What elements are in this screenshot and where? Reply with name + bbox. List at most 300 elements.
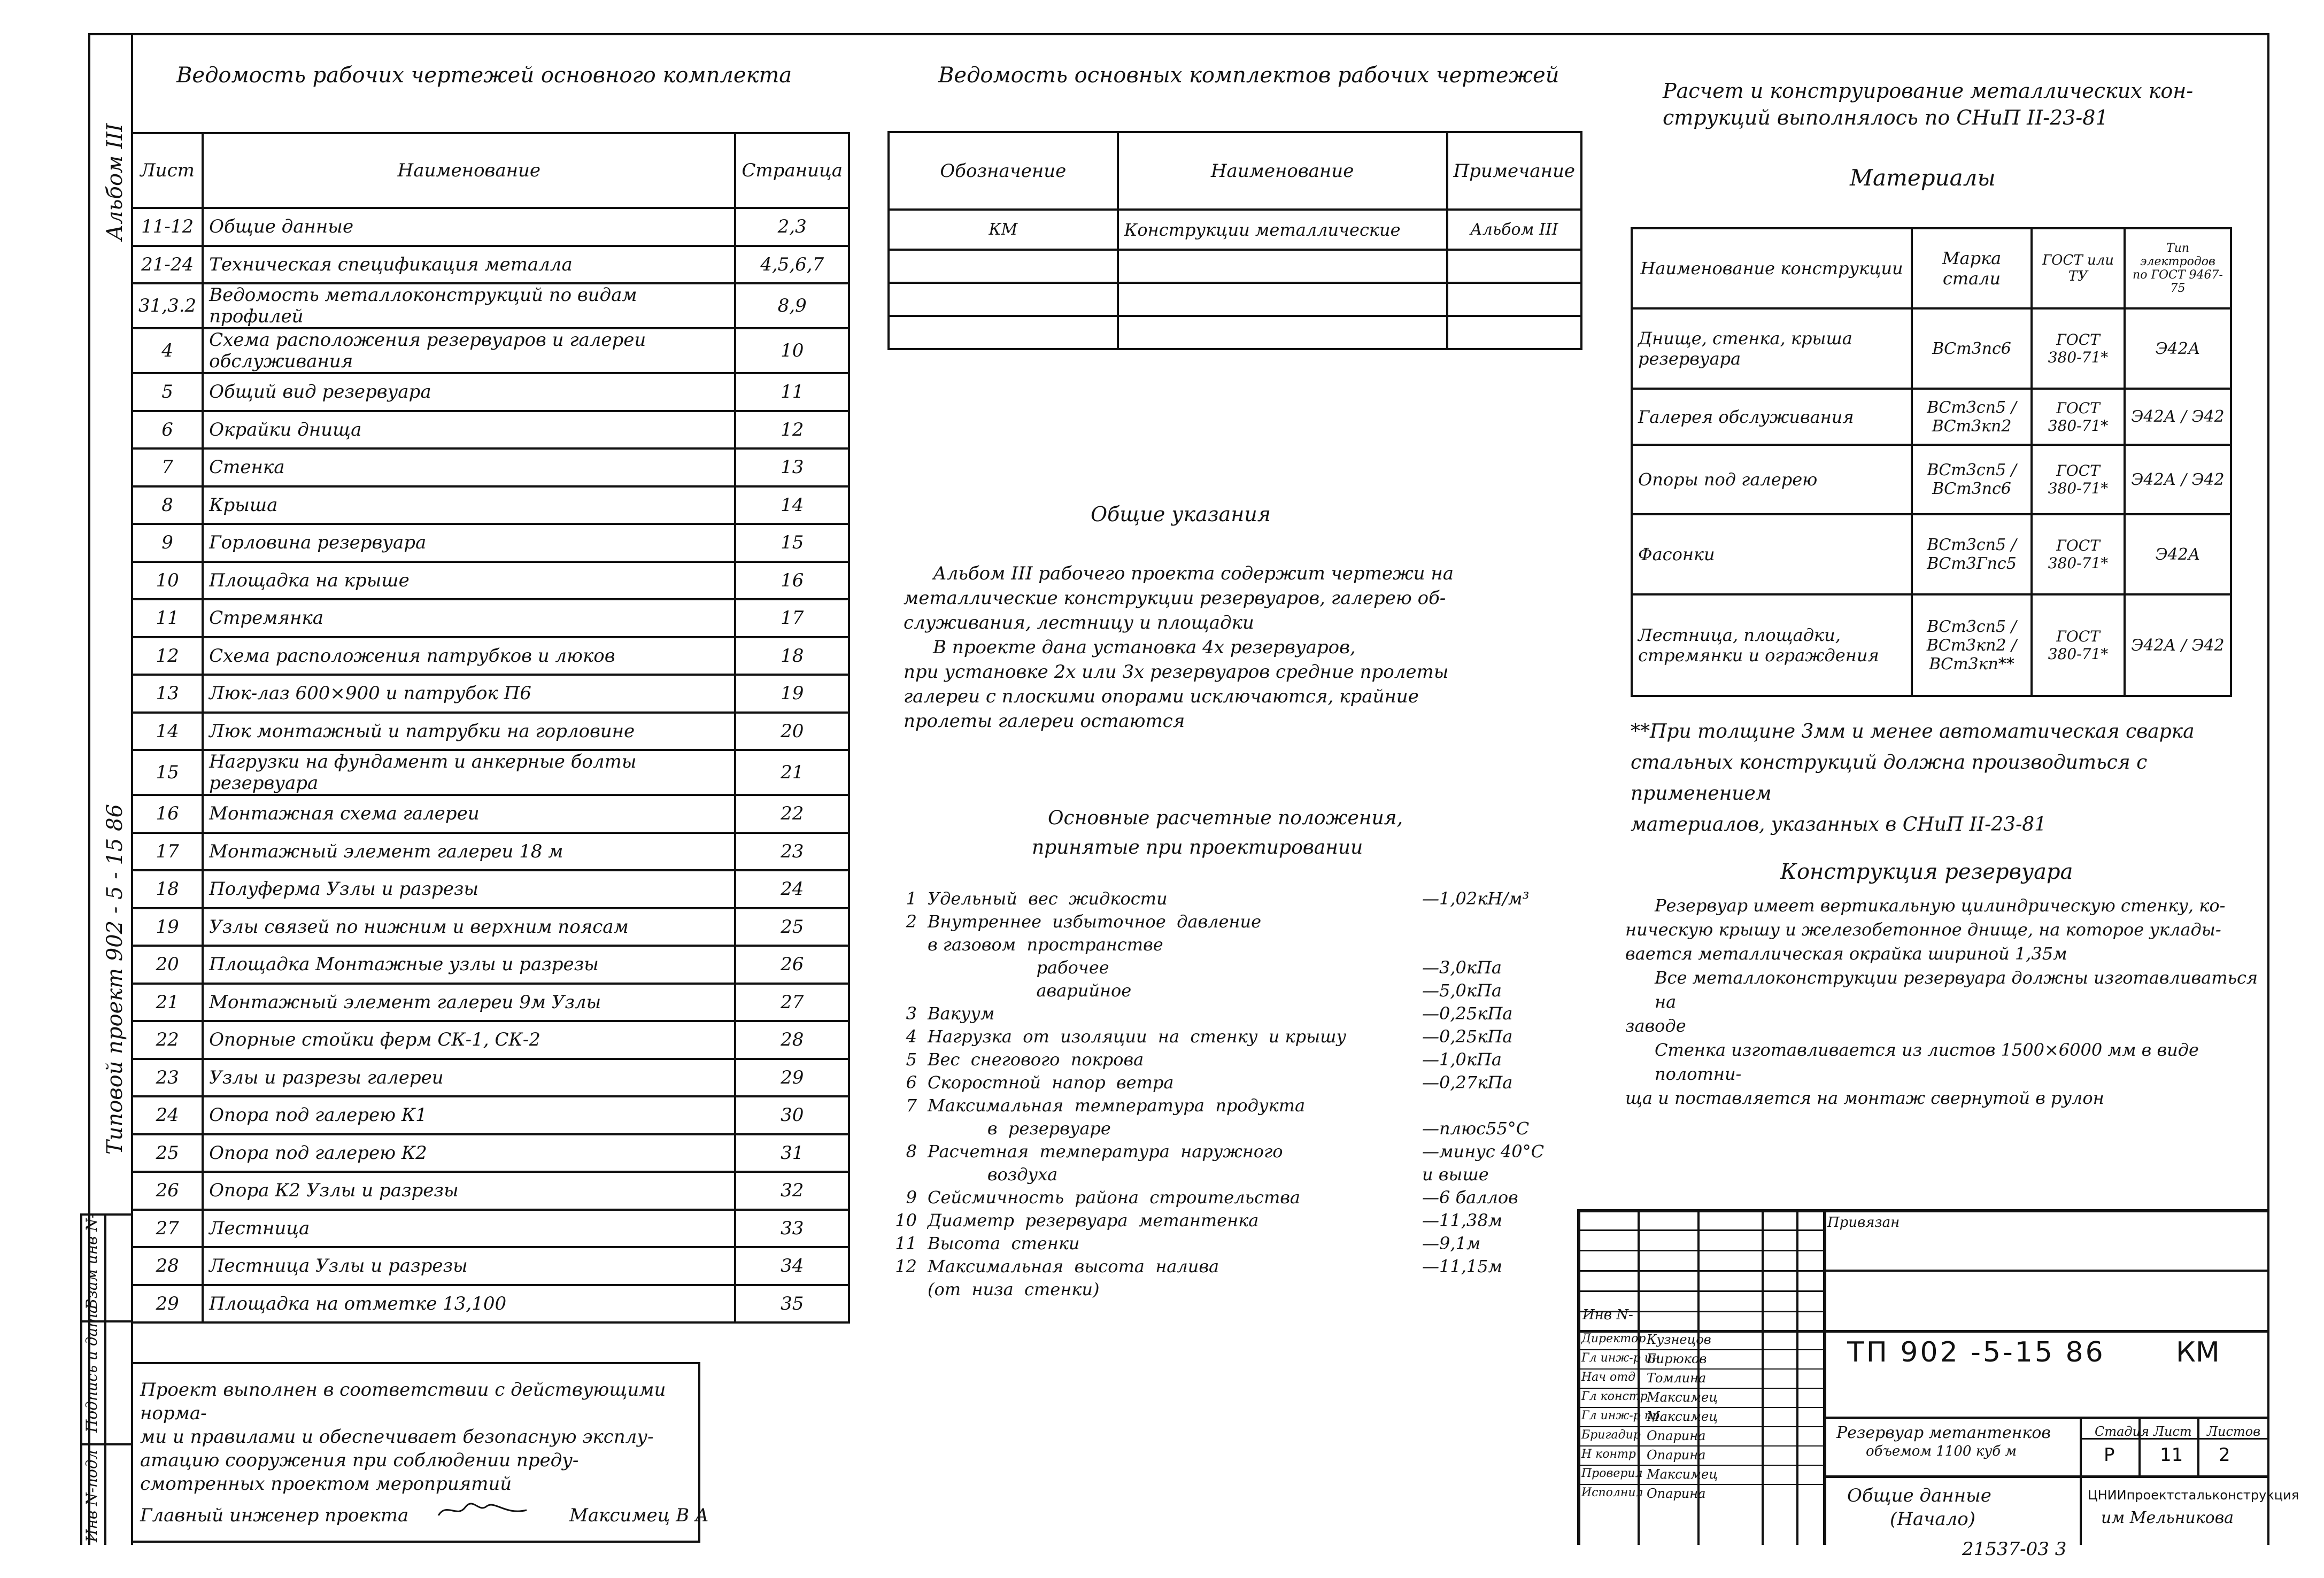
- row-page: 22: [735, 795, 849, 833]
- row-page: 4,5,6,7: [735, 246, 849, 284]
- row-name: Люк-лаз 600×900 и патрубок П6: [203, 675, 735, 713]
- tb-sheet-header: Лист: [2153, 1424, 2192, 1439]
- table-row: [132, 486, 849, 524]
- table-row: [132, 208, 849, 246]
- compliance-line: Проект выполнен в соответствии с действующими норма-: [140, 1379, 666, 1424]
- tb-rule: [1823, 1417, 2269, 1419]
- compliance-text: [140, 1378, 696, 1496]
- tb-rule: [2197, 1417, 2199, 1475]
- design-item-text: Удельный вес жидкости: [928, 888, 1168, 909]
- tb-staff-name: Максимец: [1647, 1467, 1718, 1482]
- tb-attached: Привязан: [1827, 1215, 1900, 1231]
- signature-mark: [436, 1497, 532, 1526]
- row-sheet: 22: [132, 1021, 203, 1059]
- design-item-text: Сейсмичность района строительства: [928, 1187, 1300, 1208]
- design-item-value: —1,0кПа: [1422, 1049, 1502, 1070]
- table-row: [889, 316, 1581, 349]
- design-item-number: [887, 1278, 917, 1301]
- tb-staff-role: Н контр: [1581, 1448, 1636, 1461]
- col-steel: Марка стали: [1912, 228, 2032, 308]
- row-sheet: 23: [132, 1059, 203, 1097]
- general-notes-line: пролеты галереи остаются: [904, 710, 1185, 732]
- design-item-number: 4: [906, 1026, 917, 1047]
- tb-inv: Инв N-: [1582, 1307, 1633, 1323]
- row-name: Техническая спецификация металла: [203, 246, 735, 284]
- row-name: Люк монтажный и патрубки на горловине: [203, 713, 735, 751]
- tb-staff-role: Директор: [1581, 1332, 1646, 1345]
- col-sheet: Лист: [132, 133, 203, 208]
- design-item: [887, 1278, 1545, 1301]
- design-item-number: [887, 979, 917, 1002]
- row-designation: [889, 250, 1118, 283]
- table-row: [889, 250, 1581, 283]
- row-steel: ВСт3сп5 / ВСт3кп2: [1912, 389, 2032, 445]
- tb-staff-name: Опарина: [1647, 1486, 1706, 1501]
- table-row: [132, 637, 849, 675]
- row-page: 23: [735, 833, 849, 871]
- design-item-number: 9: [906, 1187, 917, 1208]
- row-set-name: Конструкции металлические: [1118, 210, 1447, 250]
- table-row: [132, 246, 849, 284]
- tb-staff-row: [1577, 1368, 1823, 1389]
- design-item-text: Высота стенки: [928, 1233, 1080, 1254]
- tb-staff-role: Гл констр: [1581, 1390, 1648, 1403]
- row-designation: [889, 283, 1118, 316]
- design-item-value: —0,25кПа: [1422, 1026, 1513, 1047]
- row-page: 33: [735, 1210, 849, 1248]
- design-item-number: [887, 933, 917, 956]
- design-item-number: 1: [906, 888, 917, 909]
- design-item-text: в резервуаре: [928, 1118, 1111, 1139]
- row-name: Нагрузки на фундамент и анкерные болты резервуара: [203, 750, 735, 795]
- design-provisions-list: [887, 887, 1545, 1301]
- tb-staff-name: Кузнецов: [1647, 1332, 1711, 1347]
- tb-rule: [1577, 1290, 1823, 1292]
- tb-rule: [1577, 1229, 1823, 1231]
- design-item-text: аварийное: [928, 980, 1132, 1001]
- table-row: [132, 1021, 849, 1059]
- row-page: 11: [735, 373, 849, 411]
- row-name: Узлы и разрезы галереи: [203, 1059, 735, 1097]
- design-item-text: Вес снегового покрова: [928, 1049, 1144, 1070]
- tb-mark: КМ: [2176, 1336, 2220, 1368]
- tank-text-line: вается металлическая окрайка шириной 1,35м: [1625, 943, 2067, 964]
- row-name: Площадка на отметке 13,100: [203, 1285, 735, 1323]
- drawings-list-title: Ведомость рабочих чертежей основного комплекта: [176, 63, 792, 88]
- tb-staff-role: Проверил: [1581, 1467, 1643, 1480]
- row-sheet: 11-12: [132, 208, 203, 246]
- design-item: [887, 1140, 1545, 1163]
- tb-staff-row: [1577, 1465, 1823, 1485]
- sidebar-rule: [80, 1213, 82, 1545]
- row-name: Опора под галерею К1: [203, 1096, 735, 1134]
- tb-staff-row: [1577, 1484, 1823, 1504]
- tb-stage-header: Стадия: [2095, 1424, 2149, 1439]
- row-gost: ГОСТ 380-71*: [2032, 514, 2125, 594]
- row-construction: Галерея обслуживания: [1632, 389, 1912, 445]
- row-sheet: 21: [132, 984, 203, 1022]
- footnote-line: стальных конструкций должна производиться с применением: [1631, 752, 2148, 805]
- design-item-value: —11,38м: [1422, 1210, 1503, 1231]
- table-row: [1632, 389, 2231, 445]
- design-item: [887, 1255, 1545, 1278]
- row-name: Монтажная схема галереи: [203, 795, 735, 833]
- design-item-number: 10: [895, 1210, 917, 1231]
- design-item-text: Внутреннее избыточное давление: [928, 911, 1262, 932]
- design-item: [887, 933, 1545, 956]
- row-construction: Фасонки: [1632, 514, 1912, 594]
- tb-staff-row: [1577, 1407, 1823, 1427]
- design-item-number: 8: [906, 1141, 917, 1162]
- row-page: 31: [735, 1134, 849, 1172]
- table-row: [132, 1059, 849, 1097]
- table-row: [132, 1247, 849, 1285]
- col-page: Страница: [735, 133, 849, 208]
- row-sheet: 31,3.2: [132, 283, 203, 328]
- tb-staff-role: Нач отд: [1581, 1371, 1636, 1384]
- design-item-value: —1,02кН/м³: [1422, 888, 1530, 909]
- tank-text-line: заводе: [1625, 1016, 1686, 1036]
- design-item-value: —5,0кПа: [1422, 980, 1502, 1001]
- row-sheet: 4: [132, 328, 203, 373]
- design-item-text: воздуха: [928, 1164, 1058, 1185]
- tb-doc-1: Общие данные: [1847, 1485, 1991, 1506]
- row-page: 15: [735, 524, 849, 562]
- row-page: 29: [735, 1059, 849, 1097]
- table-row: [132, 1134, 849, 1172]
- tb-staff-row: [1577, 1445, 1823, 1466]
- tb-object-1: Резервуар метантенков: [1836, 1424, 2051, 1442]
- design-item-number: 3: [906, 1003, 917, 1024]
- row-electrodes: Э42А / Э42: [2125, 594, 2231, 696]
- tb-staff-role: Гл инж-р пр: [1581, 1409, 1659, 1422]
- tb-staff-name: Томлина: [1647, 1371, 1707, 1386]
- row-sheet: 13: [132, 675, 203, 713]
- row-page: 35: [735, 1285, 849, 1323]
- design-item: [887, 1232, 1545, 1255]
- row-page: 27: [735, 984, 849, 1022]
- tb-rule: [1823, 1209, 1826, 1545]
- row-name: Монтажный элемент галереи 18 м: [203, 833, 735, 871]
- row-name: Общие данные: [203, 208, 735, 246]
- row-name: Схема расположения патрубков и люков: [203, 637, 735, 675]
- sets-list-title: Ведомость основных комплектов рабочих чертежей: [938, 63, 1559, 88]
- design-item-text: рабочее: [928, 957, 1109, 978]
- design-item-number: [887, 1117, 917, 1140]
- row-page: 26: [735, 946, 849, 984]
- general-notes-line: металлические конструкции резервуаров, галерею об-: [904, 587, 1446, 609]
- table-row: [132, 328, 849, 373]
- tb-sheets: 2: [2219, 1444, 2230, 1466]
- row-page: 34: [735, 1247, 849, 1285]
- table-row: [132, 984, 849, 1022]
- design-item: [887, 1025, 1545, 1048]
- row-page: 28: [735, 1021, 849, 1059]
- design-item-number: 6: [906, 1072, 917, 1093]
- sidebar-album: Альбом III: [103, 123, 127, 241]
- col-construction: Наименование конструкции: [1632, 228, 1912, 308]
- general-notes-line: галереи с плоскими опорами исключаются, крайние: [904, 686, 1419, 707]
- general-notes-line: при установке 2х или 3х резервуаров средние пролеты: [904, 661, 1449, 683]
- row-gost: ГОСТ 380-71*: [2032, 594, 2125, 696]
- row-page: 25: [735, 908, 849, 946]
- col-designation: Обозначение: [889, 132, 1118, 210]
- table-row: [889, 283, 1581, 316]
- design-item: [887, 887, 1545, 910]
- col-note: Примечание: [1447, 132, 1581, 210]
- row-note: [1447, 283, 1581, 316]
- design-item-number: 7: [906, 1095, 917, 1116]
- row-sheet: 15: [132, 750, 203, 795]
- row-page: 21: [735, 750, 849, 795]
- tb-staff-name: Максимец: [1647, 1390, 1718, 1405]
- calc-note-line-1: Расчет и конструирование металлических кон-: [1663, 79, 2194, 103]
- row-construction: Опоры под галерею: [1632, 445, 1912, 514]
- row-name: Площадка Монтажные узлы и разрезы: [203, 946, 735, 984]
- row-electrodes: Э42А / Э42: [2125, 445, 2231, 514]
- tb-stage: Р: [2104, 1444, 2115, 1466]
- design-item-value: —11,15м: [1422, 1256, 1503, 1277]
- design-item-number: 12: [895, 1256, 917, 1277]
- stamp-original-inv: Инв N-подл: [83, 1450, 101, 1542]
- table-row: [132, 1096, 849, 1134]
- row-sheet: 6: [132, 411, 203, 449]
- tb-bottom-number: 21537-03 3: [1962, 1538, 2067, 1560]
- design-item-value: —0,27кПа: [1422, 1072, 1513, 1093]
- row-sheet: 8: [132, 486, 203, 524]
- drawings-list-table: [131, 132, 850, 1324]
- row-page: 19: [735, 675, 849, 713]
- design-item-value: —плюс55°С: [1422, 1118, 1530, 1139]
- row-page: 18: [735, 637, 849, 675]
- tb-staff-name: Максимец: [1647, 1409, 1718, 1424]
- signer-name: Максимец В А: [569, 1505, 709, 1526]
- row-page: 24: [735, 870, 849, 908]
- row-page: 32: [735, 1172, 849, 1210]
- design-item: [887, 956, 1545, 979]
- general-notes-text: [904, 561, 1545, 733]
- design-item-value: и выше: [1422, 1164, 1489, 1185]
- design-item-text: (от низа стенки): [928, 1279, 1100, 1299]
- row-sheet: 25: [132, 1134, 203, 1172]
- row-electrodes: Э42А / Э42: [2125, 389, 2231, 445]
- design-item-text: в газовом пространстве: [928, 934, 1163, 955]
- design-item-text: Вакуум: [928, 1003, 995, 1024]
- design-item: [887, 979, 1545, 1002]
- design-item: [887, 1117, 1545, 1140]
- table-row: [132, 1210, 849, 1248]
- row-sheet: 27: [132, 1210, 203, 1248]
- row-name: Монтажный элемент галереи 9м Узлы: [203, 984, 735, 1022]
- row-sheet: 16: [132, 795, 203, 833]
- calc-note-line-2: струкций выполнялось по СНиП II-23-81: [1663, 106, 2109, 129]
- design-item-text: Нагрузка от изоляции на стенку и крышу: [928, 1026, 1347, 1047]
- row-gost: ГОСТ 380-71*: [2032, 445, 2125, 514]
- materials-table: [1631, 227, 2232, 697]
- table-row: [132, 713, 849, 751]
- tb-object-2: объемом 1100 куб м: [1866, 1443, 2017, 1459]
- design-item-value: —9,1м: [1422, 1233, 1481, 1254]
- col-gost: ГОСТ или ТУ: [2032, 228, 2125, 308]
- row-page: 16: [735, 562, 849, 600]
- table-row: [132, 373, 849, 411]
- tb-rule: [2080, 1417, 2082, 1545]
- row-page: 20: [735, 713, 849, 751]
- tb-org-2: им Мельникова: [2101, 1509, 2234, 1527]
- row-name: Площадка на крыше: [203, 562, 735, 600]
- row-page: 30: [735, 1096, 849, 1134]
- design-item-number: [887, 1163, 917, 1186]
- row-steel: ВСт3сп5 / ВСт3пс6: [1912, 445, 2032, 514]
- row-sheet: 10: [132, 562, 203, 600]
- row-sheet: 5: [132, 373, 203, 411]
- tb-rule: [1577, 1250, 1823, 1251]
- tank-text: [1625, 894, 2272, 1110]
- tb-org-1: ЦНИИпроектстальконструкция: [2088, 1488, 2299, 1503]
- general-notes-line: В проекте дана установка 4х резервуаров,: [933, 637, 1356, 658]
- row-page: 2,3: [735, 208, 849, 246]
- row-name: Схема расположения резервуаров и галереи обслуживания: [203, 328, 735, 373]
- design-item-value: [1422, 933, 1545, 956]
- col-name: Наименование: [203, 133, 735, 208]
- row-note: [1447, 316, 1581, 349]
- tb-staff-role: Исполнил: [1581, 1486, 1643, 1499]
- design-item-number: 5: [906, 1049, 917, 1070]
- col-set-name: Наименование: [1118, 132, 1447, 210]
- design-item-text: Максимальная высота налива: [928, 1256, 1219, 1277]
- tb-staff-role: Гл инж-р ин: [1581, 1351, 1660, 1365]
- row-name: Лестница: [203, 1210, 735, 1248]
- tank-text-line: Стенка изготавливается из листов 1500×6000 мм в виде полотни-: [1655, 1040, 2199, 1084]
- row-sheet: 14: [132, 713, 203, 751]
- design-item: [887, 1186, 1545, 1209]
- general-notes-title: Общие указания: [1091, 502, 1271, 526]
- table-row: [1632, 594, 2231, 696]
- row-page: 8,9: [735, 283, 849, 328]
- tb-sheets-header: Листов: [2207, 1424, 2261, 1439]
- general-notes-line: служивания, лестницу и площадки: [904, 612, 1254, 633]
- row-steel: ВСт3сп5 / ВСт3кп2 / ВСт3кп**: [1912, 594, 2032, 696]
- row-designation: КМ: [889, 210, 1118, 250]
- materials-title: Материалы: [1850, 165, 1996, 191]
- table-row: [132, 946, 849, 984]
- row-set-name: [1118, 250, 1447, 283]
- row-sheet: 29: [132, 1285, 203, 1323]
- row-page: 10: [735, 328, 849, 373]
- design-item-text: Скоростной напор ветра: [928, 1072, 1174, 1093]
- row-sheet: 9: [132, 524, 203, 562]
- design-item-text: Максимальная температура продукта: [928, 1095, 1306, 1116]
- row-construction: Лестница, площадки, стремянки и ограждения: [1632, 594, 1912, 696]
- tb-staff-row: [1577, 1349, 1823, 1370]
- row-gost: ГОСТ 380-71*: [2032, 389, 2125, 445]
- table-row: [1632, 308, 2231, 389]
- sidebar-rule: [104, 1213, 106, 1545]
- table-row: [889, 210, 1581, 250]
- footnote-line: материалов, указанных в СНиП II-23-81: [1631, 814, 2047, 836]
- general-notes-line: Альбом III рабочего проекта содержит чертежи на: [933, 563, 1454, 584]
- table-row: [132, 599, 849, 637]
- sets-list-table: [887, 131, 1582, 350]
- row-name: Общий вид резервуара: [203, 373, 735, 411]
- row-note: [1447, 250, 1581, 283]
- sidebar-project-code: Типовой проект 902 - 5 - 15 86: [103, 804, 127, 1155]
- design-item: [887, 1071, 1545, 1094]
- table-row: [132, 750, 849, 795]
- table-row: [1632, 514, 2231, 594]
- footnote: [1631, 716, 2272, 840]
- tank-text-line: ща и поставляется на монтаж свернутой в рулон: [1625, 1088, 2104, 1108]
- design-item: [887, 1002, 1545, 1025]
- tb-sheet: 11: [2160, 1444, 2183, 1466]
- row-name: Узлы связей по нижним и верхним поясам: [203, 908, 735, 946]
- tb-rule: [1577, 1270, 1823, 1272]
- design-item-number: 11: [895, 1233, 917, 1254]
- row-steel: ВСт3сп5 / ВСт3Гпс5: [1912, 514, 2032, 594]
- table-row: [132, 524, 849, 562]
- tb-code: ТП 902 -5-15 86: [1847, 1336, 2105, 1368]
- row-sheet: 12: [132, 637, 203, 675]
- design-item-value: [1422, 910, 1545, 933]
- tb-doc-2: (Начало): [1890, 1509, 1975, 1530]
- row-construction: Днище, стенка, крыша резервуара: [1632, 308, 1912, 389]
- tank-text-line: ническую крышу и железобетонное днище, на которое уклады-: [1625, 919, 2221, 940]
- table-row: [132, 795, 849, 833]
- row-name: Полуферма Узлы и разрезы: [203, 870, 735, 908]
- compliance-line: смотренных проектом мероприятий: [140, 1473, 512, 1495]
- row-electrodes: Э42А: [2125, 514, 2231, 594]
- design-item-value: —0,25кПа: [1422, 1003, 1513, 1024]
- row-name: Окрайки днища: [203, 411, 735, 449]
- row-gost: ГОСТ 380-71*: [2032, 308, 2125, 389]
- design-item: [887, 910, 1545, 933]
- row-sheet: 11: [132, 599, 203, 637]
- row-name: Стенка: [203, 448, 735, 486]
- row-page: 13: [735, 448, 849, 486]
- row-name: Крыша: [203, 486, 735, 524]
- row-name: Опорные стойки ферм СК-1, СК-2: [203, 1021, 735, 1059]
- table-row: [132, 411, 849, 449]
- tank-text-line: Все металлоконструкции резервуара должны изготавливаться на: [1655, 968, 2258, 1012]
- table-row: [132, 870, 849, 908]
- row-electrodes: Э42А: [2125, 308, 2231, 389]
- table-row: [132, 1172, 849, 1210]
- row-sheet: 28: [132, 1247, 203, 1285]
- design-item-value: —3,0кПа: [1422, 957, 1502, 978]
- design-item-number: [887, 956, 917, 979]
- row-name: Лестница Узлы и разрезы: [203, 1247, 735, 1285]
- table-row: [132, 833, 849, 871]
- compliance-line: ми и правилами и обеспечивает безопасную эксплу-: [140, 1426, 654, 1448]
- row-name: Горловина резервуара: [203, 524, 735, 562]
- design-item-value: [1422, 1278, 1545, 1301]
- tb-staff-name: Бирюков: [1647, 1351, 1707, 1366]
- stamp-replaced-inv: Взам инв N-: [83, 1213, 101, 1310]
- row-page: 17: [735, 599, 849, 637]
- row-sheet: 24: [132, 1096, 203, 1134]
- row-name: Ведомость металлоконструкций по видам профилей: [203, 283, 735, 328]
- row-sheet: 18: [132, 870, 203, 908]
- row-sheet: 26: [132, 1172, 203, 1210]
- row-sheet: 20: [132, 946, 203, 984]
- row-name: Стремянка: [203, 599, 735, 637]
- row-page: 14: [735, 486, 849, 524]
- signer-role: Главный инженер проекта: [140, 1505, 409, 1526]
- tb-staff-name: Опарина: [1647, 1428, 1706, 1443]
- row-sheet: 21-24: [132, 246, 203, 284]
- footnote-line: **При толщине 3мм и менее автоматическая сварка: [1631, 721, 2195, 742]
- tb-staff-row: [1577, 1388, 1823, 1408]
